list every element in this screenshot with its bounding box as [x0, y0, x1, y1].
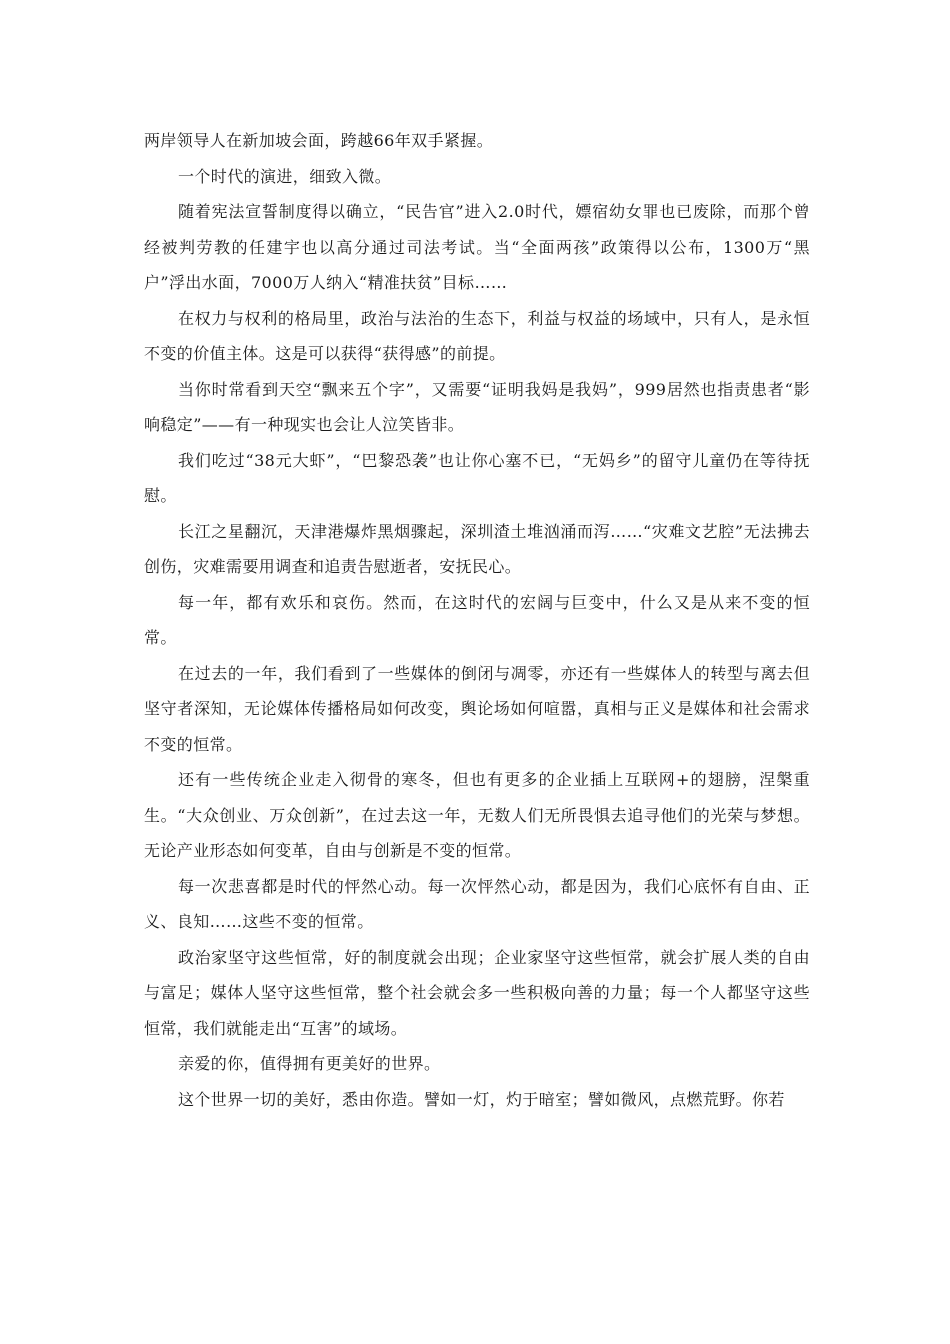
paragraph-social-events: 我们吃过“38元大虾”，“巴黎恐袭”也让你心塞不已，“无妈乡”的留守儿童仍在等待抚慰。	[144, 450, 810, 505]
paragraph-better-world: 亲爱的你，值得拥有更美好的世界。	[178, 1054, 441, 1073]
paragraph-absurd-reality: 当你时常看到天空“飘来五个字”，又需要“证明我妈是我妈”，999居然也指责患者“影响稳定”——有一种现实也会让人泣笑皆非。	[144, 379, 810, 434]
paragraph-enterprise: 还有一些传统企业走入彻骨的寒冬，但也有更多的企业插上互联网+的翅膀，涅槃重生。“大众创业、万众创新”，在过去这一年，无数人们无所畏惧去追寻他们的光荣与梦想。无论产业形态如何变革，自由与创新是不变的恒常。	[144, 770, 810, 860]
paragraph-value-subject: 在权力与权利的格局里，政治与法治的生态下，利益与权益的场域中，只有人，是永恒不变的价值主体。这是可以获得“获得感”的前提。	[144, 308, 810, 363]
paragraph-disasters: 长江之星翻沉，天津港爆炸黑烟骤起，深圳渣土堆汹涌而泻……“灾难文艺腔”无法拂去创伤，灾难需要用调查和追责告慰逝者，安抚民心。	[144, 521, 810, 576]
paragraph-guardians: 政治家坚守这些恒常，好的制度就会出现；企业家坚守这些恒常，就会扩展人类的自由与富足；媒体人坚守这些恒常，整个社会就会多一些积极向善的力量；每一个人都坚守这些恒常，我们就能走出“互害”的域场。	[144, 947, 810, 1038]
paragraph-cross-strait-meeting: 两岸领导人在新加坡会面，跨越66年双手紧握。	[144, 131, 494, 150]
paragraph-legal-reforms: 随着宪法宣誓制度得以确立，“民告官”进入2.0时代，嫖宿幼女罪也已废除，而那个曾经被判劳教的任建宇也以高分通过司法考试。当“全面两孩”政策得以公布，1300万“黑户”浮出水面，7000万人纳入“精准扶贫”目标……	[144, 202, 810, 292]
paragraph-you-create: 这个世界一切的美好，悉由你造。譬如一灯，灼于暗室；譬如微风，点燃荒野。你若	[178, 1089, 785, 1109]
paragraph-heartbeat: 每一次悲喜都是时代的怦然心动。每一次怦然心动，都是因为，我们心底怀有自由、正义、良知……这些不变的恒常。	[144, 876, 810, 931]
paragraph-era-evolution: 一个时代的演进，细致入微。	[178, 166, 392, 186]
paragraph-joy-and-sorrow: 每一年，都有欢乐和哀伤。然而，在这时代的宏阔与巨变中，什么又是从来不变的恒常。	[144, 592, 810, 647]
paragraph-media: 在过去的一年，我们看到了一些媒体的倒闭与凋零，亦还有一些媒体人的转型与离去但坚守者深知，无论媒体传播格局如何改变，舆论场如何喧嚣，真相与正义是媒体和社会需求不变的恒常。	[144, 663, 810, 754]
